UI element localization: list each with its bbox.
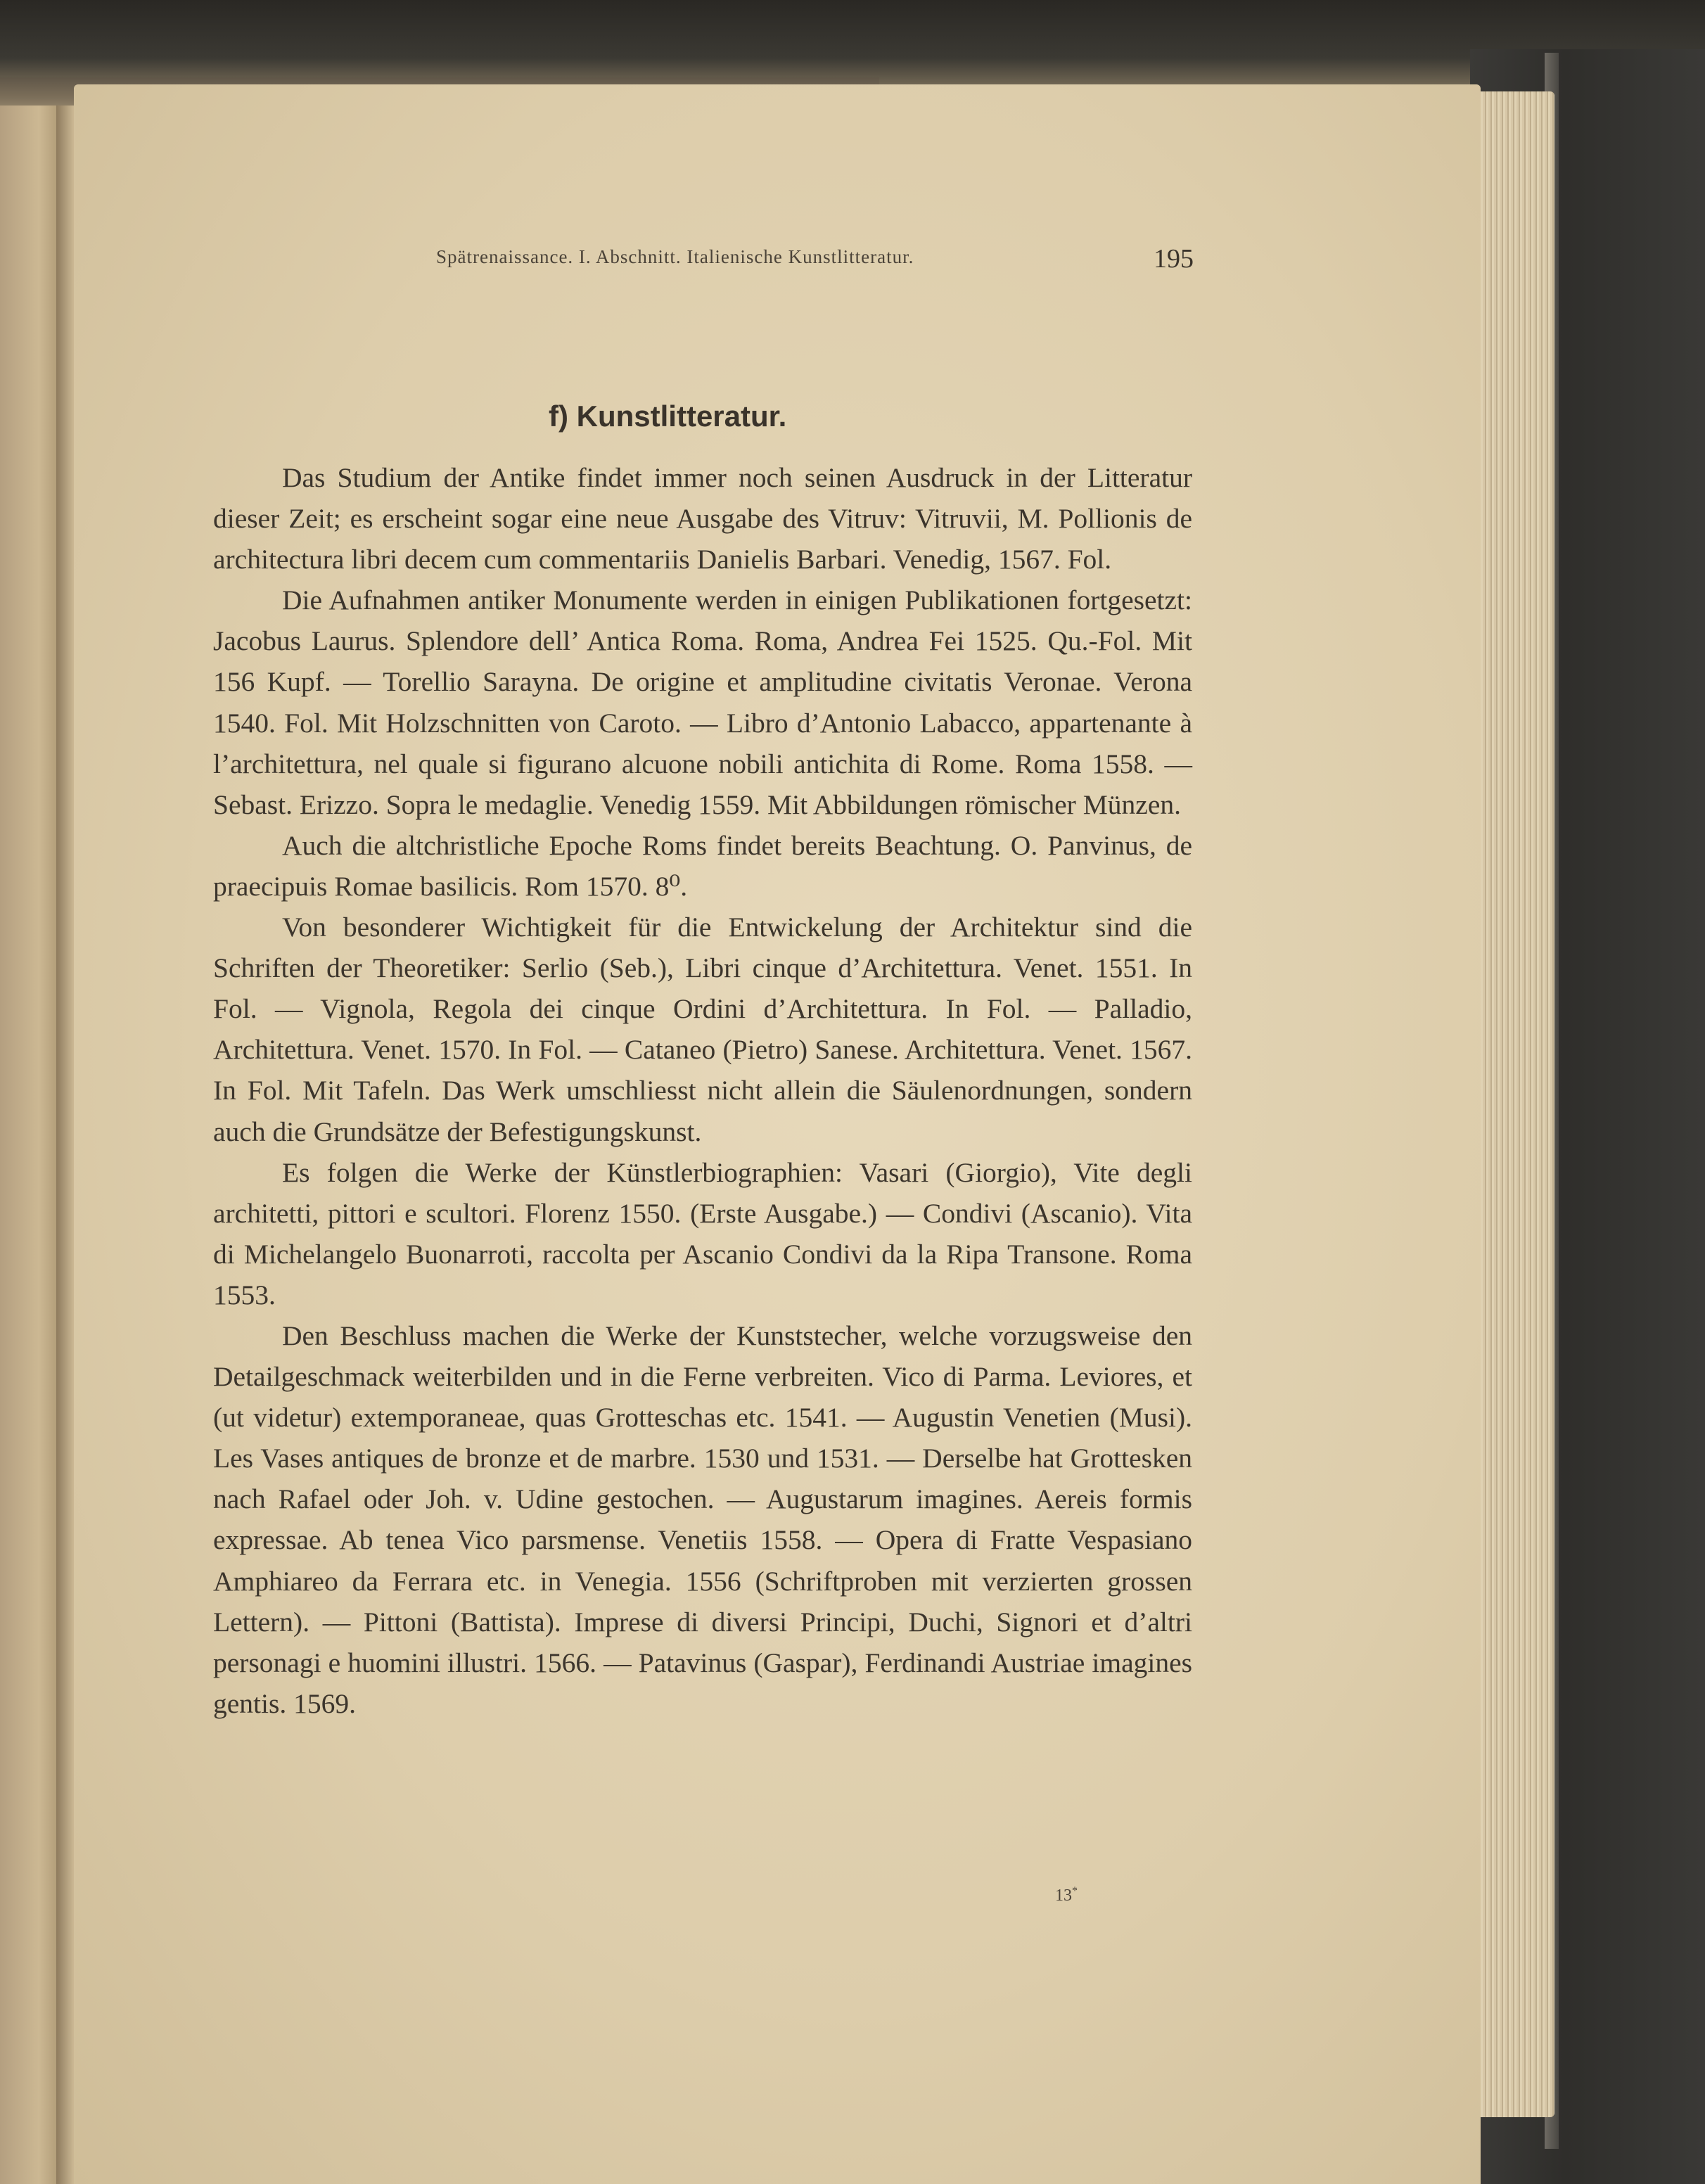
signature-number: 13 [1055, 1886, 1072, 1905]
paragraph: Von besonderer Wichtigkeit für die Entwickelung der Architektur sind die Schriften der Theoretiker: Serlio (Seb.), Libri cinque d’Architettura. Venet. 1551. In Fol. — Vignola, Regola dei cinque Ordini d’Architettura. In Fol. — Palladio, Architettura. Venet. 1570. In Fol. — Cataneo (Pietro) Sanese. Architettura. Venet. 1567. In Fol. Mit Tafeln. Das Werk umschliesst nicht allein die Säulenordnungen, sondern auch die Grundsätze der Befestigungskunst. [213, 912, 1192, 1147]
left-facing-page [0, 106, 65, 2184]
page-number: 195 [1154, 244, 1194, 274]
running-header: Spätrenaissance. I. Abschnitt. Italienische Kunstlitteratur. [436, 246, 914, 267]
signature-mark [1055, 1885, 1097, 1913]
paragraph: Es folgen die Werke der Künstlerbiographien: Vasari (Giorgio), Vite degli architetti, pittori e scultori. Florenz 1550. (Erste Ausgabe.) — Condivi (Ascanio). Vita di Michelangelo Buonarroti, raccolta per Ascanio Condivi da la Ripa Transone. Roma 1553. [213, 1156, 1192, 1310]
paragraph: Die Aufnahmen antiker Monumente werden in einigen Publikationen fortgesetzt: Jacobus Laurus. Splendore dell’ Antica Roma. Roma, Andrea Fei 1525. Qu.-Fol. Mit 156 Kupf. — Torellio Sarayna. De origine et amplitudine civitatis Veronae. Verona 1540. Fol. Mit Holzschnitten von Caroto. — Libro d’Antonio Labacco, appartenante à l’architettura, nel quale si figurano alcuone nobili antichita di Rome. Roma 1558. — Sebast. Erizzo. Sopra le medaglie. Venedig 1559. Mit Abbildungen römischer Münzen. [213, 585, 1192, 820]
signature-star: * [1072, 1885, 1078, 1897]
body-text [213, 457, 1192, 1724]
section-title: f) Kunstlitteratur. [549, 400, 787, 433]
paragraph: Auch die altchristliche Epoche Roms findet bereits Beachtung. O. Panvinus, de praecipuis Romae basilicis. Rom 1570. 8⁰. [213, 829, 1192, 902]
paragraph: Das Studium der Antike findet immer noch seinen Ausdruck in der Litteratur dieser Zeit; es erscheint sogar eine neue Ausgabe des Vitruv: Vitruvii, M. Pollionis de architectura libri decem cum commentariis Danielis Barbari. Venedig, 1567. Fol. [213, 462, 1192, 575]
paragraph: Den Beschluss machen die Werke der Kunststecher, welche vorzugsweise den Detailgeschmack weiterbilden und in die Ferne verbreiten. Vico di Parma. Leviores, et (ut videtur) extemporaneae, quas Grotteschas etc. 1541. — Augustin Venetien (Musi). Les Vases antiques de bronze et de marbre. 1530 und 1531. — Derselbe hat Grottesken nach Rafael oder Joh. v. Udine gestochen. — Augustarum imagines. Aereis formis expressae. Ab tenea Vico parsmense. Venetiis 1558. — Opera di Fratte Vespasiano Amphiareo da Ferrara etc. in Venegia. 1556 (Schriftproben mit verzierten grossen Lettern). — Pittoni (Battista). Imprese di diversi Principi, Duchi, Signori et d’altri personagi e huomini illustri. 1566. — Patavinus (Gaspar), Ferdinandi Austriae imagines gentis. 1569. [213, 1320, 1192, 1719]
